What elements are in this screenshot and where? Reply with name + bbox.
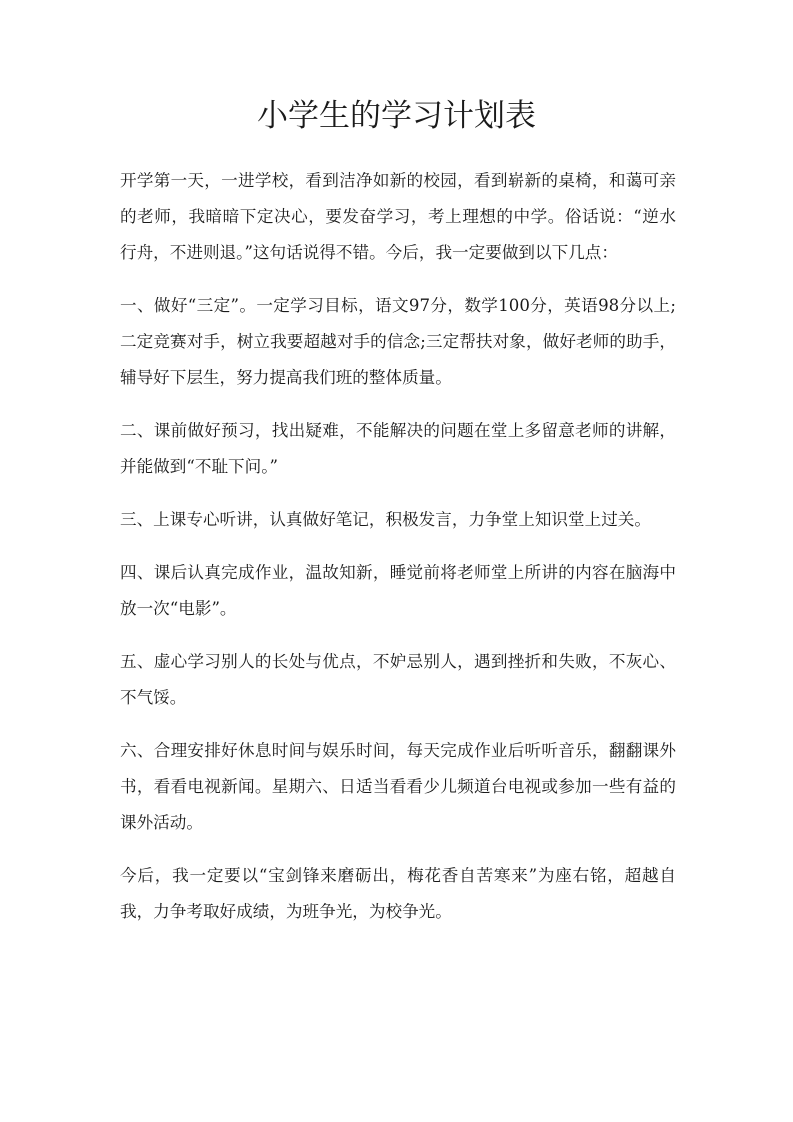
paragraph-point-1: 一、做好“三定”。一定学习目标，语文97分，数学100分，英语98分以上;二定竞赛对手，树立我要超越对手的信念;三定帮扶对象，做好老师的助手，辅导好下层生，努力提高我们班的整体质量。 xyxy=(120,296,676,387)
paragraph-point-3: 三、上课专心听讲，认真做好笔记，积极发言，力争堂上知识堂上过关。 xyxy=(120,510,651,529)
paragraph-point-4: 四、课后认真完成作业，温故知新，睡觉前将老师堂上所讲的内容在脑海中放一次“电影”。 xyxy=(120,563,676,618)
paragraph-intro: 开学第一天，一进学校，看到洁净如新的校园，看到崭新的桌椅，和蔼可亲的老师，我暗暗下定决心，要发奋学习，考上理想的中学。俗话说：“逆水行舟，不进则退。”这句话说得不错。今后，我一定要做到以下几点： xyxy=(120,171,676,262)
paragraph-point-5: 五、虚心学习别人的长处与优点，不妒忌别人，遇到挫折和失败，不灰心、不气馁。 xyxy=(120,652,676,707)
paragraph-point-2: 二、课前做好预习，找出疑难，不能解决的问题在堂上多留意老师的讲解，并能做到“不耻下问。” xyxy=(120,421,676,476)
document-title: 小学生的学习计划表 xyxy=(257,98,536,134)
document-body xyxy=(120,163,676,947)
paragraph-point-6: 六、合理安排好休息时间与娱乐时间，每天完成作业后听听音乐，翻翻课外书，看看电视新闻。星期六、日适当看看少儿频道台电视或参加一些有益的课外活动。 xyxy=(120,741,676,832)
paragraph-conclusion: 今后，我一定要以“宝剑锋来磨砺出，梅花香自苦寒来”为座右铭，超越自我，力争考取好成绩，为班争光，为校争光。 xyxy=(120,866,676,921)
